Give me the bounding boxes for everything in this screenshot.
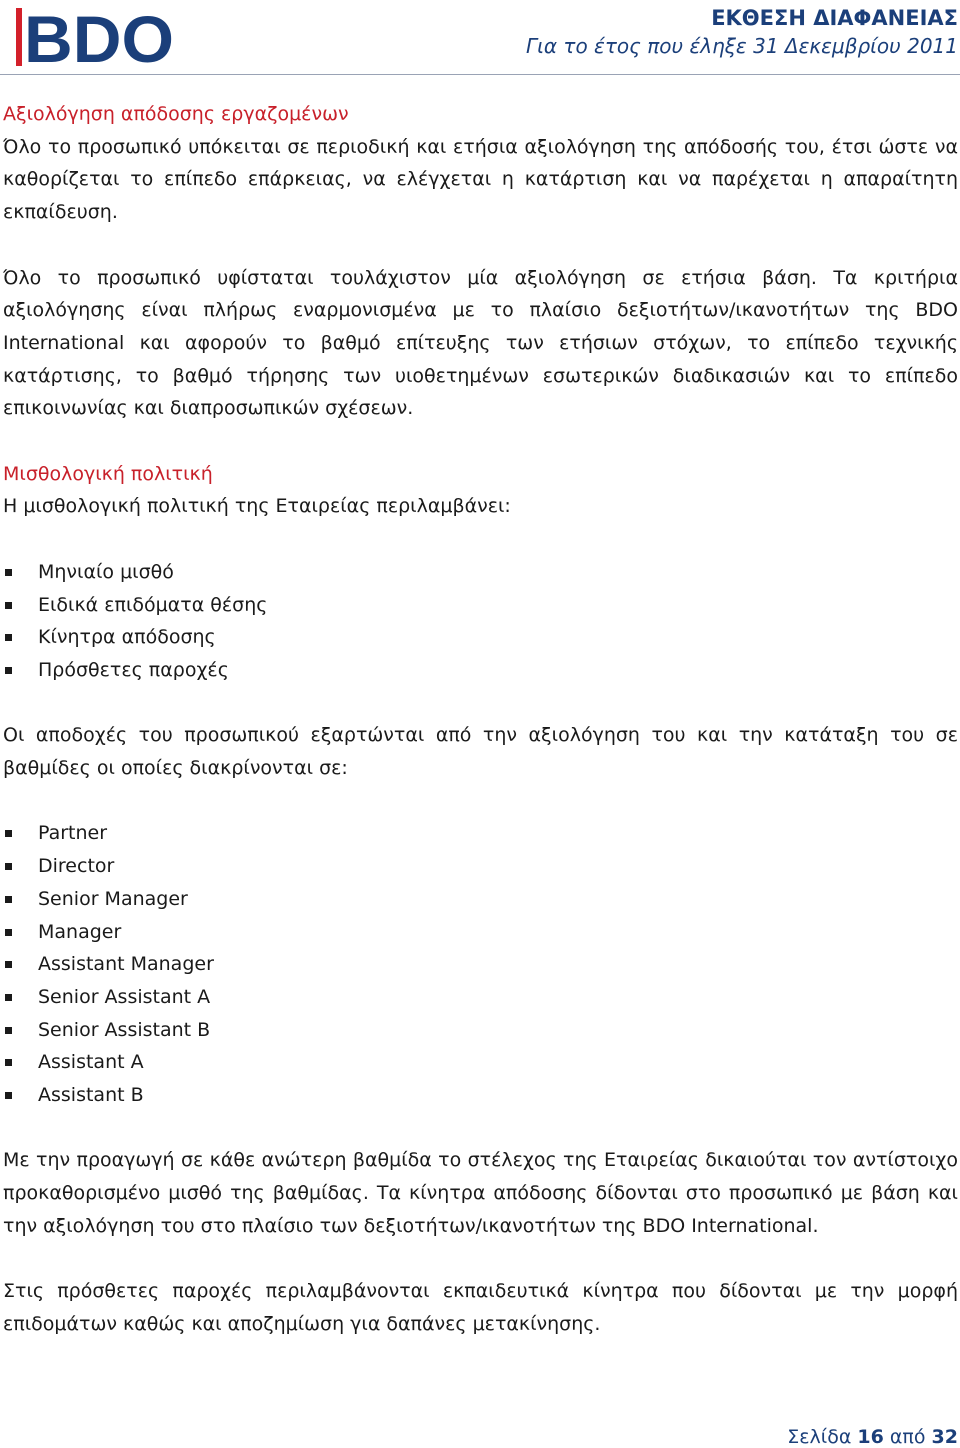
list-item: Μηνιαίο μισθό — [3, 556, 958, 589]
of-label: από — [889, 1426, 926, 1448]
page-number — [787, 1426, 958, 1448]
list-item: Senior Assistant B — [3, 1014, 958, 1047]
section-heading-performance: Αξιολόγηση απόδοσης εργαζομένων — [3, 103, 349, 125]
paragraph-criteria: Όλο το προσωπικό υφίσταται τουλάχιστον μία αξιολόγηση σε ετήσια βάση. Τα κριτήρια αξιολόγησης είναι πλήρως εναρμονισμένα με το πλαίσιο δεξιοτήτων/ικανοτήτων της BDO International και αφορούν το βαθμό επίτευξης των ετήσιων στόχων, το επίπεδο τεχνικής κατάρτισης, το βαθμό τήρησης των υιοθετημένων εσωτερικών διαδικασιών και το επίπεδο επικοινωνίας και διαπροσωπικών σχέσεων. — [3, 266, 958, 420]
list-item: Ειδικά επιδόματα θέσης — [3, 589, 958, 622]
salary-components-list — [3, 556, 958, 687]
section-heading-salary: Μισθολογική πολιτική — [3, 462, 213, 485]
list-item: Partner — [3, 817, 958, 850]
paragraph-evaluation: Όλο το προσωπικό υπόκειται σε περιοδική και ετήσια αξιολόγηση της απόδοσής του, έτσι ώστε να καθορίζεται το επίπεδο επάρκειας, να ελέγχεται η κατάρτιση και να παρέχεται η απαραίτητη εκπαίδευση. — [3, 135, 958, 224]
list-item: Senior Manager — [3, 883, 958, 916]
bdo-logo — [14, 4, 176, 68]
list-item: Director — [3, 850, 958, 883]
report-title: ΕΚΘΕΣΗ ΔΙΑΦΑΝΕΙΑΣ — [711, 6, 958, 30]
list-item: Assistant Manager — [3, 948, 958, 981]
paragraph-benefits: Στις πρόσθετες παροχές περιλαμβάνονται εκπαιδευτικά κίνητρα που δίδονται με την μορφή επιδομάτων καθώς και αποζημίωση για δαπάνες μετακίνησης. — [3, 1280, 958, 1335]
paragraph-salary-intro: Η μισθολογική πολιτική της Εταιρείας περιλαμβάνει: — [3, 495, 511, 518]
list-item: Manager — [3, 916, 958, 949]
list-item: Πρόσθετες παροχές — [3, 654, 958, 687]
list-item: Assistant B — [3, 1079, 958, 1112]
page-label: Σελίδα — [787, 1426, 852, 1448]
list-item: Senior Assistant A — [3, 981, 958, 1014]
paragraph-grades-intro: Οι αποδοχές του προσωπικού εξαρτώνται από την αξιολόγηση του και την κατάταξη του σε βαθμίδες οι οποίες διακρίνονται σε: — [3, 724, 958, 779]
page-content — [3, 98, 958, 1341]
current-page: 16 — [857, 1426, 884, 1448]
list-item: Κίνητρα απόδοσης — [3, 621, 958, 654]
report-period: Για το έτος που έληξε 31 Δεκεμβρίου 2011 — [525, 34, 958, 58]
total-pages: 32 — [931, 1426, 958, 1448]
header-divider — [0, 74, 960, 75]
grades-list — [3, 817, 958, 1111]
svg-text:BDO: BDO — [24, 4, 175, 68]
paragraph-promotion: Με την προαγωγή σε κάθε ανώτερη βαθμίδα το στέλεχος της Εταιρείας δικαιούται τον αντίστοιχο προκαθορισμένο μισθό της βαθμίδας. Τα κίνητρα απόδοσης δίδονται στο προσωπικό με βάση και την αξιολόγηση του στο πλαίσιο των δεξιοτήτων/ικανοτήτων της BDO International. — [3, 1149, 958, 1237]
list-item: Assistant A — [3, 1046, 958, 1079]
